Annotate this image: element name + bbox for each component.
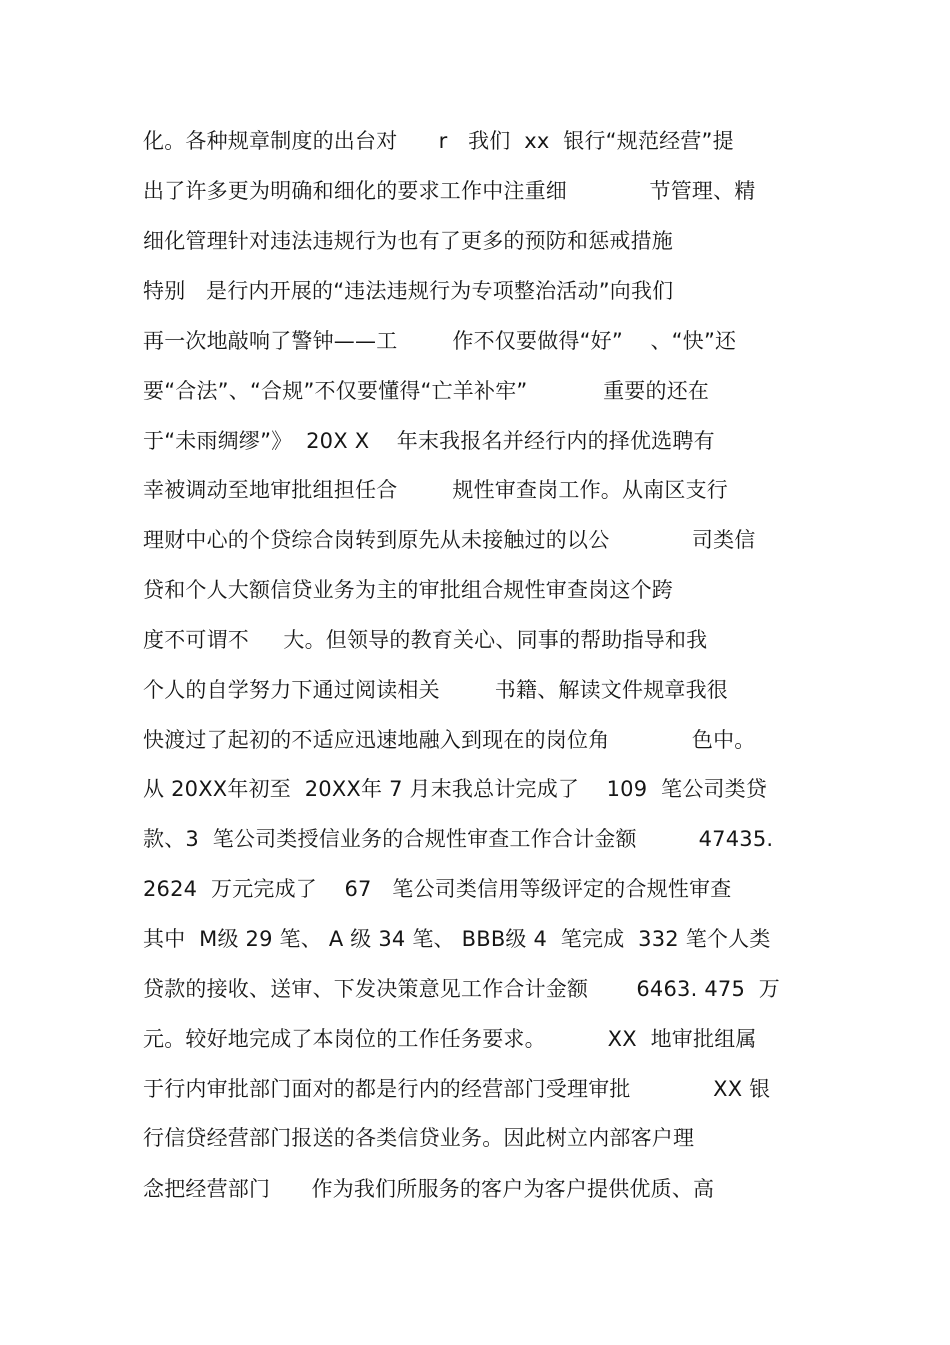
text-line: 2624 万元完成了 67 笔公司类信用等级评定的合规性审查 — [143, 877, 732, 901]
text-line: 特别 是行内开展的“违法违规行为专项整治活动”向我们 — [143, 279, 674, 303]
text-line: 理财中心的个贷综合岗转到原先从未接触过的以公 司类信 — [143, 528, 756, 552]
text-line: 元。较好地完成了本岗位的工作任务要求。 XX 地审批组属 — [143, 1027, 757, 1051]
text-line: 其中 M级 29 笔、 A 级 34 笔、 BBB级 4 笔完成 332 笔个人类 — [143, 927, 771, 951]
text-line: 细化管理针对违法违规行为也有了更多的预防和惩戒措施 — [143, 229, 673, 253]
text-line: 个人的自学努力下通过阅读相关 书籍、解读文件规章我很 — [143, 678, 728, 702]
text-line: 化。各种规章制度的出台对 r 我们 xx 银行“规范经营”提 — [143, 129, 734, 153]
text-line: 贷款的接收、送审、下发决策意见工作合计金额 6463. 475 万 — [143, 977, 780, 1001]
text-line: 出了许多更为明确和细化的要求工作中注重细 节管理、精 — [143, 179, 756, 203]
text-line: 款、3 笔公司类授信业务的合规性审查工作合计金额 47435. — [143, 827, 774, 851]
text-line: 再一次地敲响了警钟——工 作不仅要做得“好” 、“快”还 — [143, 329, 737, 353]
text-line: 行信贷经营部门报送的各类信贷业务。因此树立内部客户理 — [143, 1126, 695, 1150]
text-line: 快渡过了起初的不适应迅速地融入到现在的岗位角 色中。 — [143, 728, 756, 752]
text-line: 于“未雨绸缪”》 20X X 年末我报名并经行内的择优选聘有 — [143, 429, 715, 453]
text-line: 贷和个人大额信贷业务为主的审批组合规性审查岗这个跨 — [143, 578, 673, 602]
text-line: 念把经营部门 作为我们所服务的客户为客户提供优质、高 — [143, 1177, 715, 1201]
text-line: 要“合法”、“合规”不仅要懂得“亡羊补牢” 重要的还在 — [143, 379, 710, 403]
text-line: 幸被调动至地审批组担任合 规性审查岗工作。从南区支行 — [143, 478, 728, 502]
text-line: 于行内审批部门面对的都是行内的经营部门受理审批 XX 银 — [143, 1077, 771, 1101]
text-line: 度不可谓不 大。但领导的教育关心、同事的帮助指导和我 — [143, 628, 708, 652]
text-line: 从 20XX年初至 20XX年 7 月末我总计完成了 109 笔公司类贷 — [143, 777, 768, 801]
